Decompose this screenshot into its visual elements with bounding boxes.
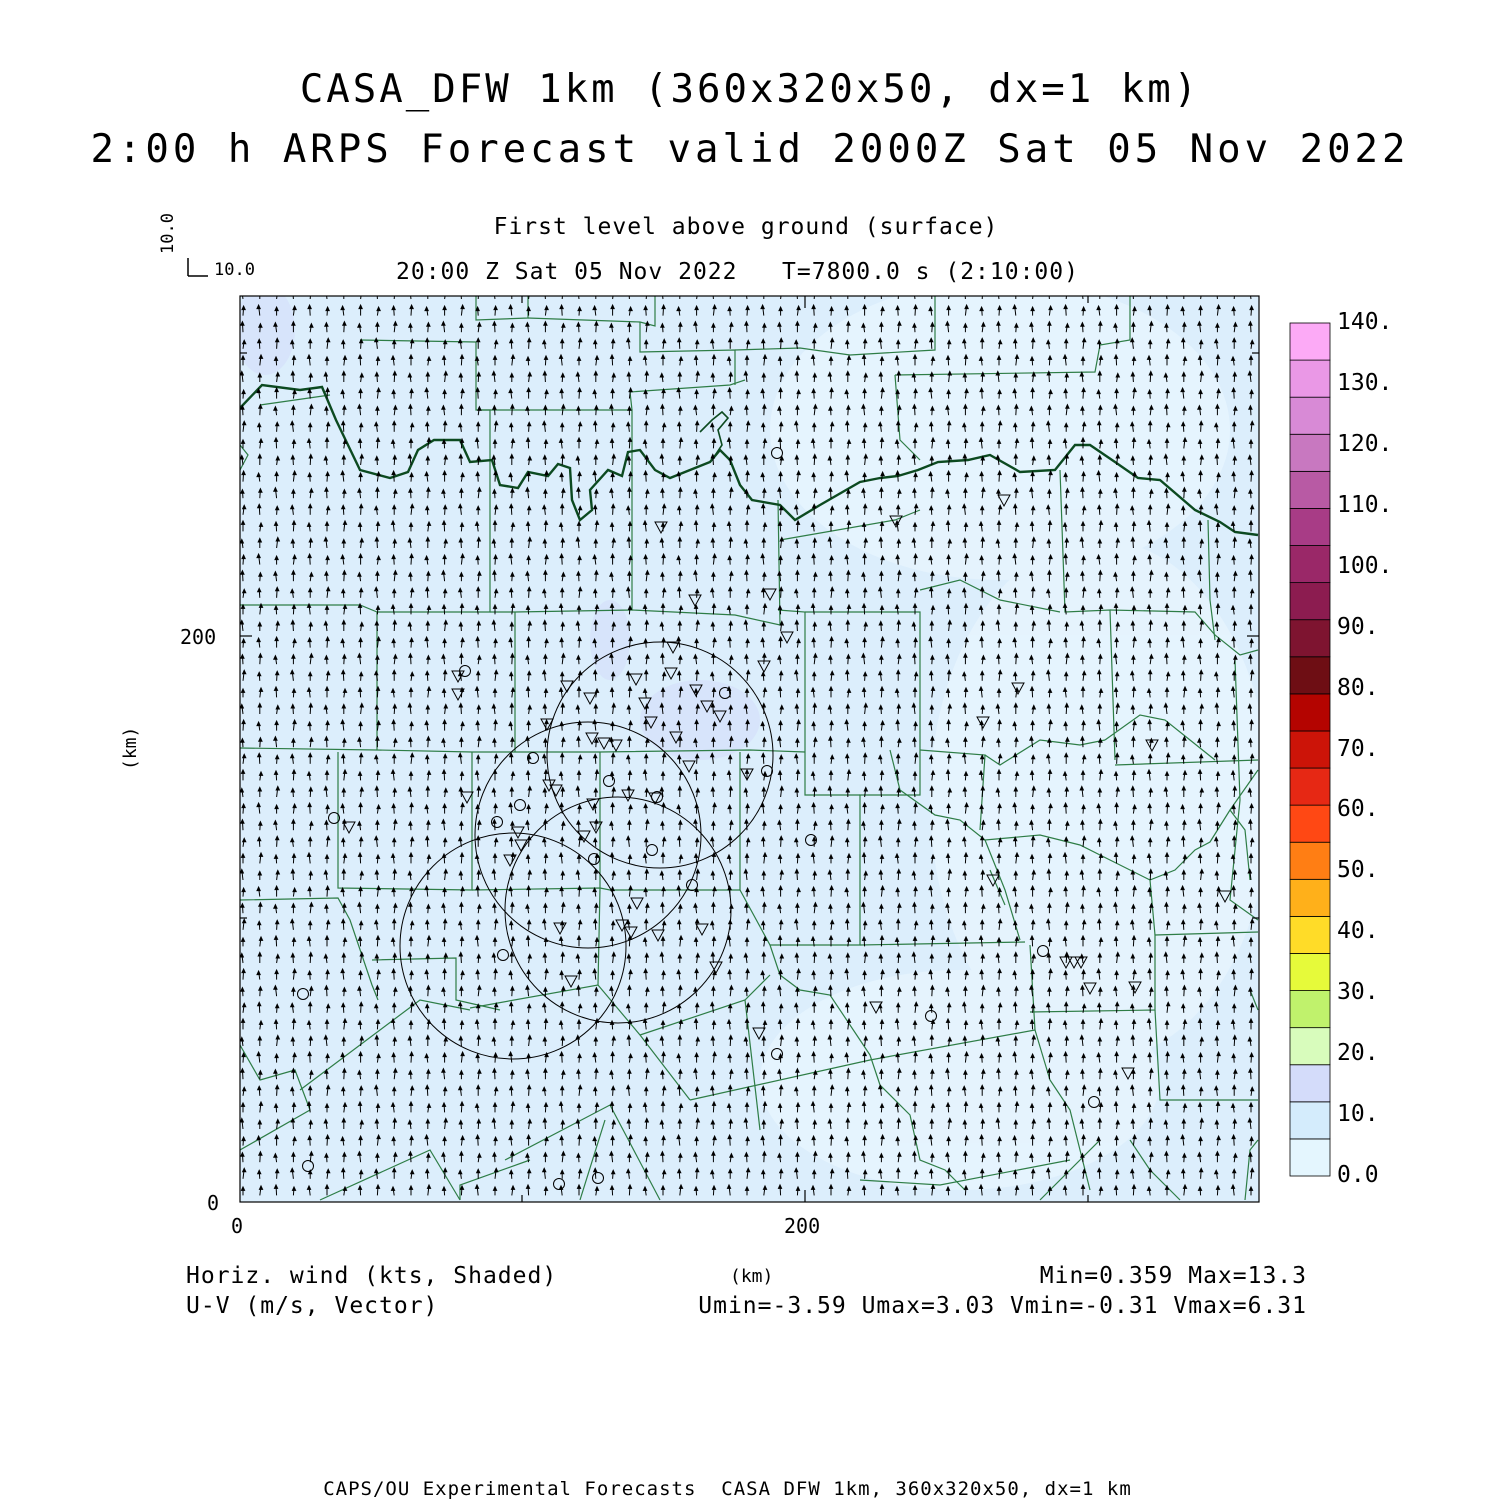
wind-vector-head bbox=[594, 291, 597, 295]
wind-vector-head bbox=[996, 291, 999, 295]
wind-vector-head bbox=[1182, 289, 1185, 293]
wind-vector-head bbox=[393, 291, 396, 295]
wind-vector-head bbox=[510, 290, 513, 294]
colorbar-label: 90. bbox=[1337, 613, 1379, 640]
wind-vector-head bbox=[1215, 290, 1218, 294]
y-tick-200: 200 bbox=[180, 625, 217, 649]
wind-vector-head bbox=[543, 291, 546, 295]
wind-vector bbox=[461, 290, 462, 299]
wind-vector-head bbox=[627, 289, 630, 293]
wind-vector bbox=[982, 289, 983, 299]
wind-vector bbox=[1133, 289, 1134, 299]
wind-vector bbox=[377, 289, 378, 299]
wind-vector bbox=[394, 291, 395, 299]
variable-label: Horiz. wind (kts, Shaded) bbox=[186, 1263, 558, 1289]
wind-vector-head bbox=[795, 291, 798, 295]
wind-vector-head bbox=[1014, 290, 1017, 294]
wind-vector-head bbox=[981, 289, 984, 293]
wind-vector-head bbox=[828, 289, 831, 293]
chart-subtitle: 2:00 h ARPS Forecast valid 2000Z Sat 05 Nov 2022 bbox=[90, 127, 1410, 172]
wind-vector-head bbox=[492, 291, 495, 295]
wind-vector-head bbox=[762, 290, 765, 294]
x-axis-label: (km) bbox=[730, 1266, 774, 1287]
wind-vector-head bbox=[1131, 289, 1134, 293]
wind-vector bbox=[1234, 289, 1235, 299]
wind-vector bbox=[730, 289, 731, 299]
wind-vector-head bbox=[309, 290, 312, 294]
colorbar-label: 50. bbox=[1337, 857, 1379, 884]
wind-vector-head bbox=[258, 290, 261, 294]
wind-vector-head bbox=[1065, 290, 1068, 294]
wind-vector bbox=[646, 291, 647, 299]
wind-vector-head bbox=[444, 291, 447, 295]
wind-vector-head bbox=[561, 290, 564, 294]
wind-vector-head bbox=[324, 289, 327, 293]
colorbar-label: 110. bbox=[1337, 491, 1393, 518]
wind-vector-head bbox=[1233, 289, 1236, 293]
wind-vector bbox=[293, 291, 294, 299]
wind-vector-head bbox=[813, 290, 816, 294]
y-axis-label: (km) bbox=[120, 726, 141, 770]
colorbar-label: 60. bbox=[1337, 796, 1379, 823]
wind-vector-head bbox=[360, 290, 363, 294]
wind-vector-head bbox=[291, 291, 294, 295]
wind-vector bbox=[562, 290, 563, 299]
colorbar-label: 80. bbox=[1337, 674, 1379, 701]
wind-vector-head bbox=[1248, 291, 1251, 295]
chart-title: CASA_DFW 1km (360x320x50, dx=1 km) bbox=[299, 67, 1201, 112]
colorbar-label: 40. bbox=[1337, 918, 1379, 945]
wind-vector-head bbox=[744, 291, 747, 295]
wind-vector bbox=[965, 290, 966, 299]
wind-vector bbox=[814, 290, 815, 299]
wind-vector-head bbox=[240, 291, 243, 295]
colorbar-label: 30. bbox=[1337, 979, 1379, 1006]
wind-vector-head bbox=[879, 289, 882, 293]
wind-vector-head bbox=[1032, 289, 1035, 293]
wind-vector-head bbox=[711, 290, 714, 294]
credit-footer: CAPS/OU Experimental Forecasts CASA DFW 1km, 360x320x50, dx=1 km bbox=[323, 1478, 1132, 1500]
colorbar-label: 10. bbox=[1337, 1101, 1379, 1128]
wind-vector bbox=[898, 291, 899, 299]
wind-vector bbox=[545, 291, 546, 299]
wind-vector-head bbox=[897, 291, 900, 295]
wind-vector-head bbox=[780, 289, 783, 293]
wind-vector bbox=[1217, 290, 1218, 299]
wind-vector bbox=[629, 289, 630, 299]
vector-label: U-V (m/s, Vector) bbox=[186, 1293, 439, 1319]
wind-vector-head bbox=[912, 290, 915, 294]
wind-vector-head bbox=[1149, 291, 1152, 295]
uv-min-max-label: Umin=-3.59 Umax=3.03 Vmin=-0.31 Vmax=6.31 bbox=[698, 1293, 1307, 1319]
y-tick-0: 0 bbox=[207, 1191, 220, 1215]
wind-vector-head bbox=[576, 289, 579, 293]
wind-vector-head bbox=[612, 290, 615, 294]
wind-vector-head bbox=[1116, 290, 1119, 294]
vector-key-vertical-label: 10.0 bbox=[158, 213, 178, 254]
colorbar-label: 130. bbox=[1337, 369, 1393, 396]
x-tick-0: 0 bbox=[231, 1214, 244, 1238]
colorbar-label: 100. bbox=[1337, 552, 1393, 579]
wind-vector-head bbox=[1047, 291, 1050, 295]
wind-vector-head bbox=[864, 290, 867, 294]
colorbar-label: 120. bbox=[1337, 430, 1393, 457]
wind-vector-head bbox=[1080, 289, 1083, 293]
wind-vector-head bbox=[660, 290, 663, 294]
wind-vector bbox=[797, 291, 798, 299]
wind-vector-head bbox=[1200, 291, 1203, 295]
wind-vector bbox=[1150, 291, 1151, 299]
wind-vector bbox=[713, 290, 714, 299]
colorbar-label: 140. bbox=[1337, 309, 1393, 335]
wind-vector-head bbox=[477, 289, 480, 293]
colorbar-label: 20. bbox=[1337, 1040, 1379, 1067]
wind-vector bbox=[478, 289, 479, 299]
wind-vector-head bbox=[375, 289, 378, 293]
wind-vector bbox=[1066, 290, 1067, 299]
x-tick-200: 200 bbox=[784, 1214, 821, 1238]
colorbar-label: 0.0 bbox=[1337, 1162, 1379, 1188]
wind-vector-head bbox=[528, 289, 531, 293]
wind-vector-head bbox=[426, 289, 429, 293]
wind-vector-head bbox=[1098, 291, 1101, 295]
level-label: First level above ground (surface) bbox=[493, 214, 999, 240]
min-max-label: Min=0.359 Max=13.3 bbox=[1039, 1263, 1307, 1289]
wind-vector-head bbox=[846, 291, 849, 295]
wind-vector-head bbox=[729, 289, 732, 293]
wind-vector-head bbox=[1164, 290, 1167, 294]
wind-vector-head bbox=[408, 290, 411, 294]
colorbar-label: 70. bbox=[1337, 735, 1379, 762]
wind-vector-head bbox=[963, 290, 966, 294]
wind-vector bbox=[881, 289, 882, 299]
vector-key-icon bbox=[188, 258, 208, 276]
wind-vector-head bbox=[696, 291, 699, 295]
wind-vector-head bbox=[276, 289, 279, 293]
wind-vector-head bbox=[948, 291, 951, 295]
wind-vector bbox=[1049, 291, 1050, 299]
valid-time-label: 20:00 Z Sat 05 Nov 2022 T=7800.0 s (2:10:00) bbox=[396, 259, 1079, 285]
wind-vector-head bbox=[930, 289, 933, 293]
wind-vector-head bbox=[342, 291, 345, 295]
wind-vector-head bbox=[645, 291, 648, 295]
wind-vector bbox=[310, 290, 311, 299]
wind-vector-head bbox=[459, 290, 462, 294]
vector-key-horizontal-label: 10.0 bbox=[214, 260, 255, 280]
wind-vector-head bbox=[678, 289, 681, 293]
